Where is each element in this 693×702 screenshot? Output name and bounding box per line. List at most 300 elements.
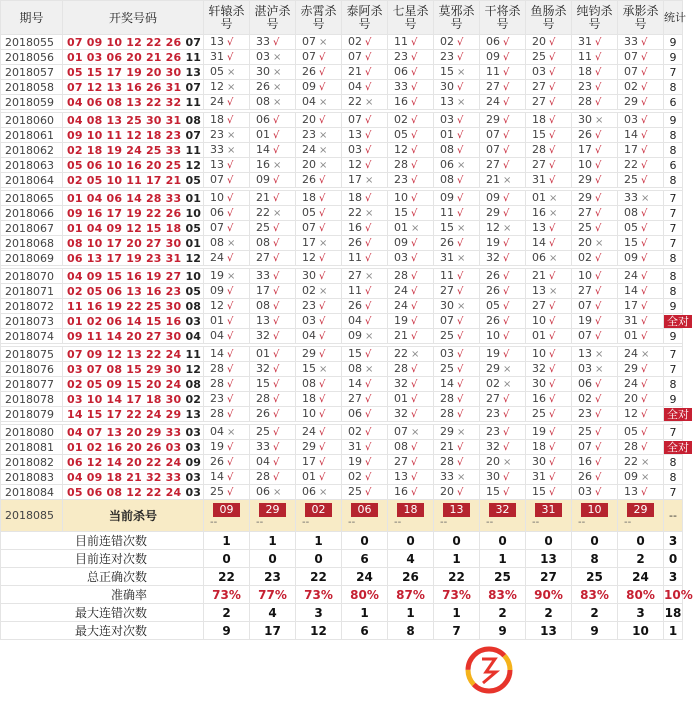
check-icon: √: [319, 223, 326, 234]
cross-icon: ×: [457, 301, 466, 312]
draw-row: [1, 143, 683, 158]
check-icon: √: [319, 331, 326, 342]
kill-number: 07: [210, 173, 224, 186]
red-balls: 07 09 10 12 22 26: [67, 35, 186, 49]
draw-row: [1, 251, 683, 266]
kill-number: 09: [486, 191, 500, 204]
current-kill-dash: --: [302, 517, 310, 528]
kill-number: 17: [624, 143, 638, 156]
kill-number: 05: [624, 425, 638, 438]
kill-cell: [480, 206, 526, 221]
kill-number: 27: [532, 95, 546, 108]
check-icon: √: [273, 427, 280, 438]
kill-number: 01: [210, 314, 224, 327]
check-icon: √: [227, 487, 234, 498]
check-icon: √: [319, 427, 326, 438]
cross-icon: ×: [319, 145, 328, 156]
kill-number: 32: [486, 440, 500, 453]
kill-number: 01: [532, 329, 546, 342]
kill-cell: [388, 206, 434, 221]
red-balls: 09 10 11 12 18 23: [67, 128, 186, 142]
kill-number: 22: [348, 95, 362, 108]
stats-value: 0: [342, 532, 388, 550]
draw-row: [1, 299, 683, 314]
kill-cell: [296, 284, 342, 299]
cross-icon: ×: [503, 457, 512, 468]
kill-cell: [342, 206, 388, 221]
kill-number: 10: [302, 407, 316, 420]
kill-cell: [434, 236, 480, 251]
header-simulator: 湛泸杀 号: [250, 1, 296, 35]
kill-cell: [296, 50, 342, 65]
check-icon: √: [411, 253, 418, 264]
kill-number: 12: [210, 80, 224, 93]
period-cell: 2018063: [1, 158, 63, 173]
stats-label: 总正确次数: [1, 568, 204, 586]
kill-cell: [526, 206, 572, 221]
winning-numbers: [63, 329, 204, 344]
blue-ball: 03: [185, 485, 202, 499]
stats-value: 2: [572, 604, 618, 622]
kill-number: 07: [210, 221, 224, 234]
period-cell: 2018083: [1, 470, 63, 485]
draw-row: [1, 173, 683, 188]
kill-cell: [572, 407, 618, 422]
kill-number: 16: [394, 95, 408, 108]
blue-ball: 11: [185, 347, 202, 361]
stats-value: 1: [296, 532, 342, 550]
cross-icon: ×: [365, 364, 374, 375]
kill-number: 16: [348, 221, 362, 234]
kill-number: 31: [348, 440, 362, 453]
stats-value: 9: [480, 622, 526, 640]
check-icon: √: [503, 301, 510, 312]
period-cell: 2018068: [1, 236, 63, 251]
check-icon: √: [595, 253, 602, 264]
cross-icon: ×: [319, 364, 328, 375]
kill-number: 32: [256, 329, 270, 342]
check-icon: √: [365, 349, 372, 360]
check-icon: √: [273, 301, 280, 312]
kill-number: 20: [440, 485, 454, 498]
kill-number: 01: [394, 221, 408, 234]
kill-cell: [250, 362, 296, 377]
kill-number: 19: [532, 425, 546, 438]
stats-value: 0: [572, 532, 618, 550]
red-balls: 02 05 06 13 16 23: [67, 284, 186, 298]
check-icon: √: [549, 472, 556, 483]
kill-cell: [526, 440, 572, 455]
check-icon: √: [595, 208, 602, 219]
check-icon: √: [503, 271, 510, 282]
kill-cell: [572, 251, 618, 266]
kill-number: 07: [486, 143, 500, 156]
kill-number: 29: [486, 362, 500, 375]
kill-number: 26: [348, 299, 362, 312]
kill-number: 32: [532, 362, 546, 375]
kill-cell: [618, 392, 664, 407]
cross-icon: ×: [641, 457, 650, 468]
red-balls: 11 16 19 22 25 30: [67, 299, 186, 313]
kill-number: 29: [578, 191, 592, 204]
draw-row: [1, 329, 683, 344]
kill-cell: [618, 314, 664, 329]
kill-number: 22: [624, 158, 638, 171]
kill-number: 28: [256, 392, 270, 405]
kill-cell: [526, 236, 572, 251]
check-icon: √: [503, 208, 510, 219]
check-icon: √: [503, 472, 510, 483]
cross-icon: ×: [503, 175, 512, 186]
stats-total: 3: [664, 532, 683, 550]
stat-cell: 8: [664, 128, 683, 143]
check-icon: √: [365, 238, 372, 249]
winning-numbers: [63, 299, 204, 314]
kill-number: 03: [440, 347, 454, 360]
check-icon: √: [595, 160, 602, 171]
kill-number: 26: [302, 173, 316, 186]
kill-cell: [250, 455, 296, 470]
stats-value: 1: [434, 550, 480, 568]
cross-icon: ×: [227, 67, 236, 78]
cross-icon: ×: [595, 364, 604, 375]
kill-cell: [618, 143, 664, 158]
kill-number: 07: [578, 299, 592, 312]
kill-number: 02: [578, 251, 592, 264]
kill-cell: [618, 65, 664, 80]
kill-cell: [572, 377, 618, 392]
kill-number: 14: [440, 377, 454, 390]
check-icon: √: [641, 379, 648, 390]
kill-cell: [526, 407, 572, 422]
kill-number: 03: [578, 485, 592, 498]
check-icon: √: [503, 442, 510, 453]
kill-cell: [572, 80, 618, 95]
check-icon: √: [273, 253, 280, 264]
winning-numbers: [63, 392, 204, 407]
check-icon: √: [273, 442, 280, 453]
kill-number: 01: [256, 347, 270, 360]
stat-cell: 7: [664, 425, 683, 440]
kill-cell: [480, 299, 526, 314]
kill-number: 01: [256, 128, 270, 141]
blue-ball: 11: [185, 50, 202, 64]
kill-cell: [526, 299, 572, 314]
check-icon: √: [227, 409, 234, 420]
kill-number: 02: [348, 470, 362, 483]
kill-number: 22: [256, 206, 270, 219]
stats-value: 77%: [250, 586, 296, 604]
kill-number: 17: [578, 143, 592, 156]
cross-icon: ×: [319, 130, 328, 141]
kill-number: 13: [256, 314, 270, 327]
check-icon: √: [411, 331, 418, 342]
check-icon: √: [319, 271, 326, 282]
check-icon: √: [411, 145, 418, 156]
check-icon: √: [319, 82, 326, 93]
kill-number: 15: [532, 485, 546, 498]
check-icon: √: [365, 253, 372, 264]
kill-number: 23: [210, 128, 224, 141]
draw-row: [1, 425, 683, 440]
current-kill-cell: [572, 500, 618, 532]
kill-cell: [480, 95, 526, 110]
kill-number: 04: [348, 314, 362, 327]
kill-cell: [388, 425, 434, 440]
check-icon: √: [227, 316, 234, 327]
kill-cell: [388, 407, 434, 422]
kill-number: 10: [532, 347, 546, 360]
kill-cell: [526, 80, 572, 95]
kill-number: 12: [394, 143, 408, 156]
draw-row: [1, 128, 683, 143]
kill-number: 02: [348, 425, 362, 438]
stats-value: 1: [480, 550, 526, 568]
kill-number: 19: [486, 347, 500, 360]
kill-cell: [480, 128, 526, 143]
current-kill-cell: [388, 500, 434, 532]
draw-row: [1, 347, 683, 362]
kill-cell: [342, 65, 388, 80]
kill-number: 08: [440, 143, 454, 156]
kill-cell: [342, 113, 388, 128]
kill-cell: [388, 35, 434, 50]
check-icon: √: [411, 442, 418, 453]
check-icon: √: [457, 145, 464, 156]
kill-cell: [342, 191, 388, 206]
kill-cell: [434, 191, 480, 206]
period-cell: 2018058: [1, 80, 63, 95]
kill-number: 19: [578, 314, 592, 327]
kill-number: 26: [302, 65, 316, 78]
check-icon: √: [411, 52, 418, 63]
check-icon: √: [319, 349, 326, 360]
check-icon: √: [503, 316, 510, 327]
check-icon: √: [595, 130, 602, 141]
kill-number: 21: [486, 173, 500, 186]
kill-number: 29: [624, 362, 638, 375]
current-kill-cell: [250, 500, 296, 532]
winning-numbers: [63, 113, 204, 128]
check-icon: √: [641, 82, 648, 93]
cross-icon: ×: [503, 223, 512, 234]
check-icon: √: [503, 97, 510, 108]
stats-row: [1, 622, 683, 640]
winning-numbers: [63, 158, 204, 173]
check-icon: √: [273, 331, 280, 342]
draw-row: [1, 221, 683, 236]
kill-number: 26: [578, 128, 592, 141]
check-icon: √: [641, 253, 648, 264]
stats-value: 3: [618, 604, 664, 622]
blue-ball: 12: [185, 251, 202, 265]
winning-numbers: [63, 425, 204, 440]
check-icon: √: [549, 331, 556, 342]
kill-number: 05: [624, 221, 638, 234]
cross-icon: ×: [319, 37, 328, 48]
stat-cell: 8: [664, 284, 683, 299]
stats-value: 83%: [480, 586, 526, 604]
check-icon: √: [641, 160, 648, 171]
kill-cell: [342, 80, 388, 95]
kill-cell: [204, 314, 250, 329]
kill-number: 17: [302, 455, 316, 468]
kill-number: 16: [532, 392, 546, 405]
kill-cell: [526, 65, 572, 80]
check-icon: √: [595, 145, 602, 156]
check-icon: √: [503, 37, 510, 48]
stat-cell: 8: [664, 377, 683, 392]
kill-cell: [250, 50, 296, 65]
blue-ball: 03: [185, 470, 202, 484]
draw-row: [1, 113, 683, 128]
check-icon: √: [503, 82, 510, 93]
winning-numbers: [63, 284, 204, 299]
blue-ball: 01: [185, 191, 202, 205]
cross-icon: ×: [457, 472, 466, 483]
stats-value: 83%: [572, 586, 618, 604]
kill-cell: [572, 173, 618, 188]
kill-number: 16: [256, 158, 270, 171]
check-icon: √: [503, 427, 510, 438]
kill-cell: [480, 173, 526, 188]
kill-number: 24: [394, 284, 408, 297]
stats-label: 最大连对次数: [1, 622, 204, 640]
draw-row: [1, 236, 683, 251]
kill-number: 25: [256, 221, 270, 234]
check-icon: √: [365, 115, 372, 126]
kill-cell: [204, 377, 250, 392]
check-icon: √: [549, 427, 556, 438]
kill-cell: [618, 455, 664, 470]
current-kill-cell: [204, 500, 250, 532]
check-icon: √: [411, 457, 418, 468]
kill-cell: [296, 251, 342, 266]
kill-number: 12: [210, 299, 224, 312]
check-icon: √: [595, 394, 602, 405]
stat-cell: [664, 407, 689, 422]
stats-value: 10: [618, 622, 664, 640]
kill-number: 09: [210, 284, 224, 297]
kill-cell: [204, 113, 250, 128]
kill-cell: [434, 440, 480, 455]
kill-number: 20: [302, 113, 316, 126]
kill-number: 29: [578, 173, 592, 186]
kill-number: 03: [578, 362, 592, 375]
kill-cell: [250, 236, 296, 251]
check-icon: √: [457, 286, 464, 297]
header-simulator: 纯钧杀 号: [572, 1, 618, 35]
stats-value: 0: [388, 532, 434, 550]
draw-row: [1, 470, 683, 485]
check-icon: √: [595, 427, 602, 438]
check-icon: √: [227, 331, 234, 342]
period-cell: 2018062: [1, 143, 63, 158]
winning-numbers: [63, 50, 204, 65]
stats-value: 1: [342, 604, 388, 622]
kill-cell: [480, 347, 526, 362]
kill-number: 28: [532, 143, 546, 156]
red-balls: 04 09 18 21 32 33: [67, 470, 186, 484]
kill-number: 07: [578, 329, 592, 342]
kill-number: 06: [440, 158, 454, 171]
kill-cell: [618, 113, 664, 128]
stats-value: 0: [296, 550, 342, 568]
kill-cell: [434, 299, 480, 314]
kill-number: 03: [394, 251, 408, 264]
kill-number: 30: [440, 299, 454, 312]
kill-cell: [480, 221, 526, 236]
blue-ball: 09: [185, 455, 202, 469]
kill-cell: [434, 80, 480, 95]
watermark-logo-icon: [462, 643, 516, 697]
check-icon: √: [457, 487, 464, 498]
kill-number: 13: [394, 470, 408, 483]
kill-number: 30: [440, 80, 454, 93]
kill-number: 25: [210, 485, 224, 498]
stats-value: 2: [526, 604, 572, 622]
stats-value: 2: [204, 604, 250, 622]
check-icon: √: [549, 145, 556, 156]
check-icon: √: [273, 364, 280, 375]
check-icon: √: [273, 37, 280, 48]
kill-number: 09: [440, 191, 454, 204]
check-icon: √: [457, 238, 464, 249]
check-icon: √: [273, 349, 280, 360]
check-icon: √: [503, 331, 510, 342]
stats-row: [1, 586, 683, 604]
kill-number: 27: [256, 251, 270, 264]
blue-ball: 10: [185, 206, 202, 220]
red-balls: 14 15 17 22 24 29: [67, 407, 186, 421]
kill-cell: [434, 173, 480, 188]
kill-cell: [480, 329, 526, 344]
stat-cell: 7: [664, 221, 683, 236]
check-icon: √: [503, 115, 510, 126]
stats-value: 6: [342, 550, 388, 568]
kill-number: 04: [210, 425, 224, 438]
kill-number: 29: [486, 113, 500, 126]
blue-ball: 05: [185, 221, 202, 235]
red-balls: 09 11 14 20 27 30: [67, 329, 186, 343]
kill-cell: [250, 425, 296, 440]
kill-cell: [480, 485, 526, 500]
kill-cell: [480, 143, 526, 158]
kill-number: 25: [532, 50, 546, 63]
kill-cell: [296, 392, 342, 407]
kill-number: 24: [624, 269, 638, 282]
check-icon: √: [457, 175, 464, 186]
kill-cell: [388, 221, 434, 236]
kill-number: 09: [624, 470, 638, 483]
stat-cell: 8: [664, 80, 683, 95]
check-icon: √: [411, 379, 418, 390]
kill-cell: [434, 362, 480, 377]
kill-number: 31: [578, 35, 592, 48]
check-icon: √: [595, 67, 602, 78]
kill-cell: [388, 158, 434, 173]
cross-icon: ×: [411, 349, 420, 360]
check-icon: √: [549, 394, 556, 405]
winning-numbers: [63, 143, 204, 158]
check-icon: √: [273, 223, 280, 234]
cross-icon: ×: [365, 175, 374, 186]
check-icon: √: [595, 409, 602, 420]
kill-cell: [572, 128, 618, 143]
kill-cell: [434, 158, 480, 173]
kill-cell: [296, 485, 342, 500]
kill-number: 14: [210, 347, 224, 360]
